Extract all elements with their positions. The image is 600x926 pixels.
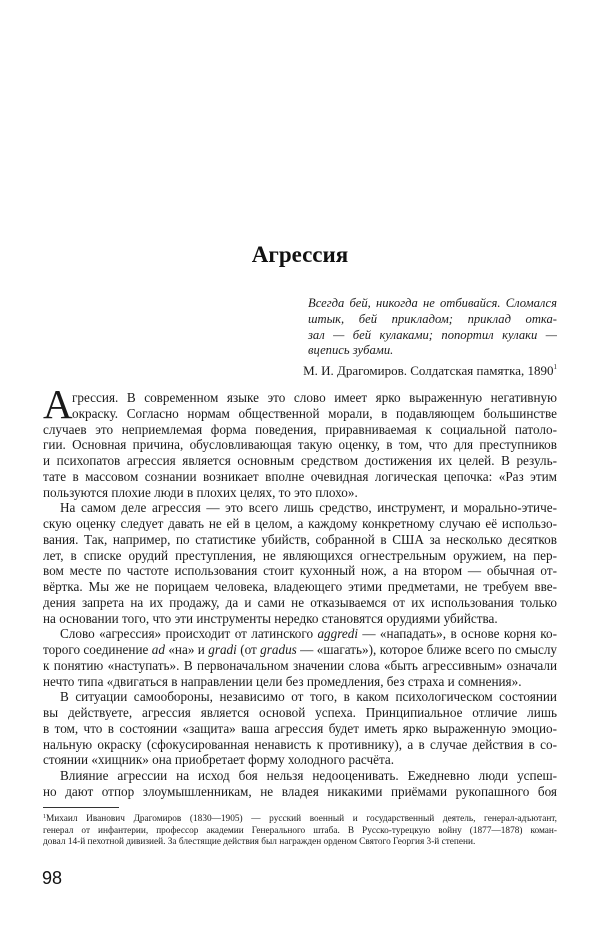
text-line: случаев это неприемлемая форма поведения, приравниваемая к социальной патоло- [43,421,557,437]
text-line: лет, в списке орудий преступления, не являющихся огнестрельным оружием, на пер- [43,547,557,563]
text-line: грессия. В современном языке это слово имеет ярко выраженную негативную [72,390,557,405]
italic-term: gradus [260,642,297,657]
text-line [43,626,557,642]
italic-term: aggredi [317,626,358,642]
italic-term: ad [151,642,165,657]
paragraph [43,390,557,500]
text-line: вом месте по частоте использования стоит кухонный нож, а на втором — обычная от- [43,563,557,579]
body-text [43,381,558,800]
epigraph-line: штык, бей прикладом; приклад отка- [308,311,557,326]
footnote-line-text: Михаил Иванович Драгомиров (1830—1905) — русский военный и государственный деятель, генерал-адъютант, [46,814,557,824]
text-line: тате в массовом сознании возникает вполне очевидная логическая цепочка: «Раз этим [43,468,557,484]
text-line: скую оценку следует давать не ей в целом, а каждому конкретному случаю её использо- [43,516,557,531]
text-line: к понятию «наступать». В первоначальном значении слова «быть агрессивным» означали [43,657,557,673]
footnote-line: довал 14-й пехотной дивизией. За блестящие действия был награжден орденом Святого Георгия 3-й степени. [43,837,476,847]
epigraph-attribution [303,359,557,379]
text-line: нальную окраску (сфокусированная ненависть к противнику), а в случае действия в со- [43,736,557,752]
page-number: 98 [42,868,63,888]
drop-cap [43,381,73,427]
epigraph-line: Всегда бей, никогда не отбивайся. Сломался [308,296,557,310]
text-segment: — «шагать»), которое ближе всего по смыслу [296,642,558,657]
text-line: на основании того, что эти инструменты нередко становятся орудиями убийства. [43,610,498,626]
text-line: вёртка. Мы же не порицаем человека, владеющего этими предметами, не требуем вве- [43,579,557,594]
text-segment: — «нападать», в основе корня ко- [358,626,557,642]
paragraph [43,500,557,626]
footnote-marker: 1 [43,814,46,820]
text-line: нечто типа «двигаться в направлении цели без промедления, без страха и сомнения». [43,673,522,689]
text-segment: Слово «агрессия» происходит от латинского [60,626,318,642]
footnote-reference: 1 [553,363,557,371]
footnote [43,812,557,849]
attribution-text: М. И. Драгомиров. Солдатская памятка, 1890 [303,363,554,378]
text-line: гии. Основная причина, обусловливающая такую оценку, в том, что для преступников [43,437,557,453]
epigraph [308,296,557,359]
footnote-line [43,812,557,826]
text-line: На самом деле агрессия — это всего лишь средство, инструмент, и морально-этиче- [60,500,557,516]
text-line: вы действуете, агрессия является основой успеха. Принципиальное отличие лишь [43,705,557,720]
text-line [43,642,557,658]
paragraph [43,689,557,768]
text-line: в том, что в состоянии «защита» ваша агрессия будет иметь ярко выраженную эмоцио- [43,720,557,736]
text-line: но дают отпор злоумышленникам, не владея никакими приёмами рукопашного боя [43,783,557,799]
text-segment: (от [236,642,261,657]
paragraph [43,768,557,800]
chapter-title: Агрессия [251,242,349,267]
text-line: пользуются плохие люди в плохих целях, то это плохо». [43,484,358,500]
footnote-divider [43,807,119,808]
text-segment: торого соединение [43,642,152,657]
paragraph [43,626,557,689]
text-line: стоянии «хищник» она приобретает форму холодного расчёта. [43,752,395,768]
text-line: В ситуации самообороны, независимо от того, в каком психологическом состоянии [60,689,557,705]
text-segment: «на» и [164,642,209,657]
text-line: вания. Так, например, по статистике убийств, собранной в США за несколько десятков [43,531,557,547]
text-line: дения запрета на их продажу, да и сами не отказываемся от их использования только [43,594,557,610]
text-line: Влияние агрессии на исход боя нельзя недооценивать. Ежедневно люди успеш- [60,768,557,783]
epigraph-line: зал — бей кулаками; попортил кулаки — [308,327,557,342]
drop-cap-letter: А [43,381,73,427]
epigraph-line: вцепись зубами. [308,343,394,358]
footnote-line: генерал от инфантерии, профессор академии Генерального штаба. В Русско-турецкую войну (1877—1878) коман- [43,825,557,836]
italic-term: gradi [208,642,237,657]
text-line: окраску. Согласно нормам общественной морали, в подавляющем большинстве [72,405,557,421]
text-line: и психопатов агрессия является основным средством достижения их целей. В резуль- [43,453,557,468]
